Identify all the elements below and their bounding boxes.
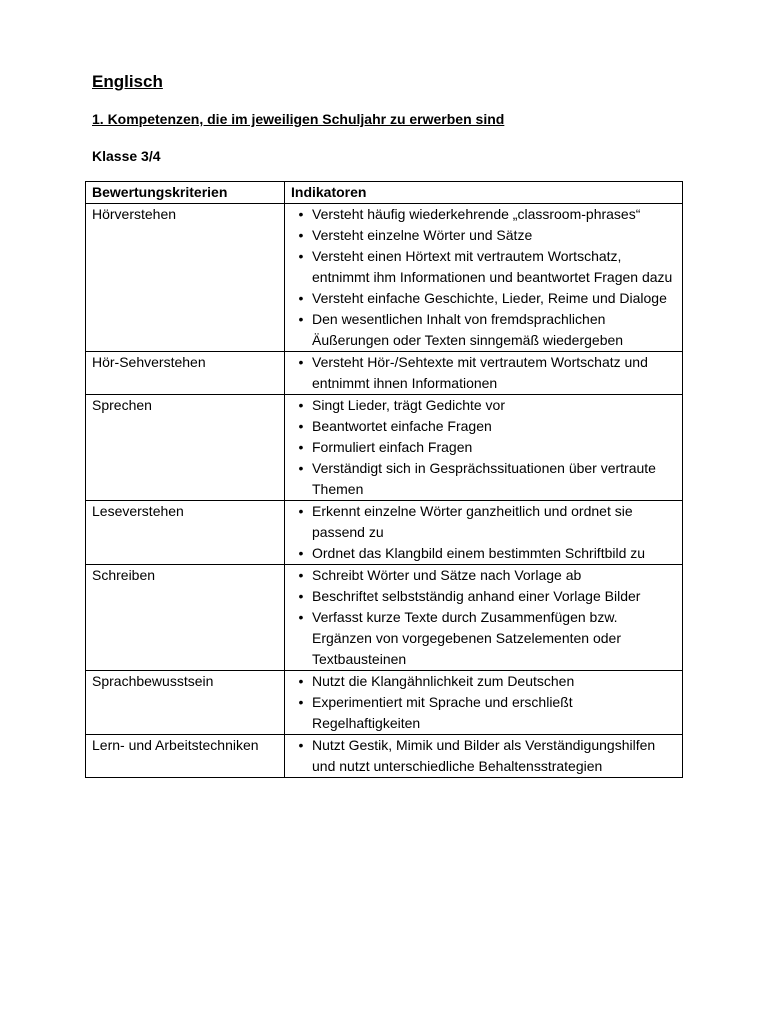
indicators-cell — [285, 501, 683, 565]
indicator-list — [291, 735, 678, 777]
indicator-text: Erkennt einzelne Wörter ganzheitlich und ordnet sie passend zu — [312, 503, 633, 540]
list-item — [291, 543, 678, 564]
list-item — [291, 204, 678, 225]
list-item — [291, 735, 678, 777]
bullet-icon: • — [298, 673, 304, 689]
list-item — [291, 416, 678, 437]
list-item — [291, 671, 678, 692]
bullet-icon: • — [298, 588, 304, 604]
indicators-cell — [285, 565, 683, 671]
bullet-icon: • — [298, 545, 304, 561]
indicator-text: Versteht häufig wiederkehrende „classroom-phrases“ — [312, 206, 641, 222]
table-row — [86, 671, 683, 735]
indicators-cell — [285, 352, 683, 395]
list-item — [291, 458, 678, 500]
indicator-text: Schreibt Wörter und Sätze nach Vorlage ab — [312, 567, 582, 583]
indicator-text: Verständigt sich in Gesprächssituationen über vertraute Themen — [312, 460, 656, 497]
table-row — [86, 352, 683, 395]
indicator-list — [291, 352, 678, 394]
bullet-icon: • — [298, 206, 304, 222]
document-title: Englisch — [92, 72, 163, 91]
bullet-icon: • — [298, 418, 304, 434]
list-item — [291, 288, 678, 309]
indicator-text: Beantwortet einfache Fragen — [312, 418, 492, 434]
criterion-cell: Hör-Sehverstehen — [86, 352, 285, 395]
table-row — [86, 395, 683, 501]
indicator-text: Verfasst kurze Texte durch Zusammenfügen bzw. Ergänzen von vorgegebenen Satzelementen oder Textbausteinen — [312, 609, 621, 667]
bullet-icon: • — [298, 439, 304, 455]
header-indicators: Indikatoren — [285, 182, 683, 204]
header-criteria: Bewertungskriterien — [86, 182, 285, 204]
list-item — [291, 586, 678, 607]
indicators-cell — [285, 204, 683, 352]
criterion-cell: Sprachbewusstsein — [86, 671, 285, 735]
indicator-text: Nutzt die Klangähnlichkeit zum Deutschen — [312, 673, 575, 689]
indicator-list — [291, 501, 678, 564]
table-row — [86, 204, 683, 352]
indicator-list — [291, 395, 678, 500]
indicator-text: Singt Lieder, trägt Gedichte vor — [312, 397, 505, 413]
list-item — [291, 352, 678, 394]
indicator-text: Den wesentlichen Inhalt von fremdsprachlichen Äußerungen oder Texten sinngemäß wiedergeben — [312, 311, 624, 348]
bullet-icon: • — [298, 503, 304, 519]
indicator-text: Nutzt Gestik, Mimik und Bilder als Verständigungshilfen und nutzt unterschiedliche Behaltensstrategien — [312, 737, 656, 774]
bullet-icon: • — [298, 737, 304, 753]
competency-table — [85, 181, 683, 778]
criterion-cell: Leseverstehen — [86, 501, 285, 565]
section-heading: 1. Kompetenzen, die im jeweiligen Schuljahr zu erwerben sind — [92, 111, 505, 127]
indicator-list — [291, 204, 678, 351]
bullet-icon: • — [298, 248, 304, 264]
indicators-cell — [285, 671, 683, 735]
table-row — [86, 501, 683, 565]
criterion-cell: Schreiben — [86, 565, 285, 671]
table-row — [86, 735, 683, 778]
indicator-text: Versteht einzelne Wörter und Sätze — [312, 227, 533, 243]
indicators-cell — [285, 735, 683, 778]
indicator-text: Versteht einfache Geschichte, Lieder, Reime und Dialoge — [312, 290, 667, 306]
bullet-icon: • — [298, 290, 304, 306]
indicator-text: Formuliert einfach Fragen — [312, 439, 473, 455]
table-body — [86, 204, 683, 778]
list-item — [291, 565, 678, 586]
indicator-text: Versteht einen Hörtext mit vertrautem Wortschatz, entnimmt ihm Informationen und beantwortet Fragen dazu — [312, 248, 673, 285]
list-item — [291, 225, 678, 246]
bullet-icon: • — [298, 694, 304, 710]
indicator-text: Beschriftet selbstständig anhand einer Vorlage Bilder — [312, 588, 641, 604]
indicator-text: Ordnet das Klangbild einem bestimmten Schriftbild zu — [312, 545, 646, 561]
table-header-row — [86, 182, 683, 204]
criterion-cell: Hörverstehen — [86, 204, 285, 352]
indicators-cell — [285, 395, 683, 501]
bullet-icon: • — [298, 227, 304, 243]
list-item — [291, 395, 678, 416]
indicator-text: Versteht Hör-/Sehtexte mit vertrautem Wortschatz und entnimmt ihnen Informationen — [312, 354, 648, 391]
bullet-icon: • — [298, 609, 304, 625]
list-item — [291, 437, 678, 458]
bullet-icon: • — [298, 354, 304, 370]
list-item — [291, 692, 678, 734]
table-row — [86, 565, 683, 671]
criterion-cell: Sprechen — [86, 395, 285, 501]
list-item — [291, 607, 678, 670]
indicator-list — [291, 671, 678, 734]
criterion-cell: Lern- und Arbeitstechniken — [86, 735, 285, 778]
bullet-icon: • — [298, 397, 304, 413]
bullet-icon: • — [298, 567, 304, 583]
indicator-list — [291, 565, 678, 670]
list-item — [291, 501, 678, 543]
class-heading: Klasse 3/4 — [92, 148, 161, 164]
list-item — [291, 246, 678, 288]
bullet-icon: • — [298, 460, 304, 476]
bullet-icon: • — [298, 311, 304, 327]
list-item — [291, 309, 678, 351]
indicator-text: Experimentiert mit Sprache und erschließt Regelhaftigkeiten — [312, 694, 573, 731]
